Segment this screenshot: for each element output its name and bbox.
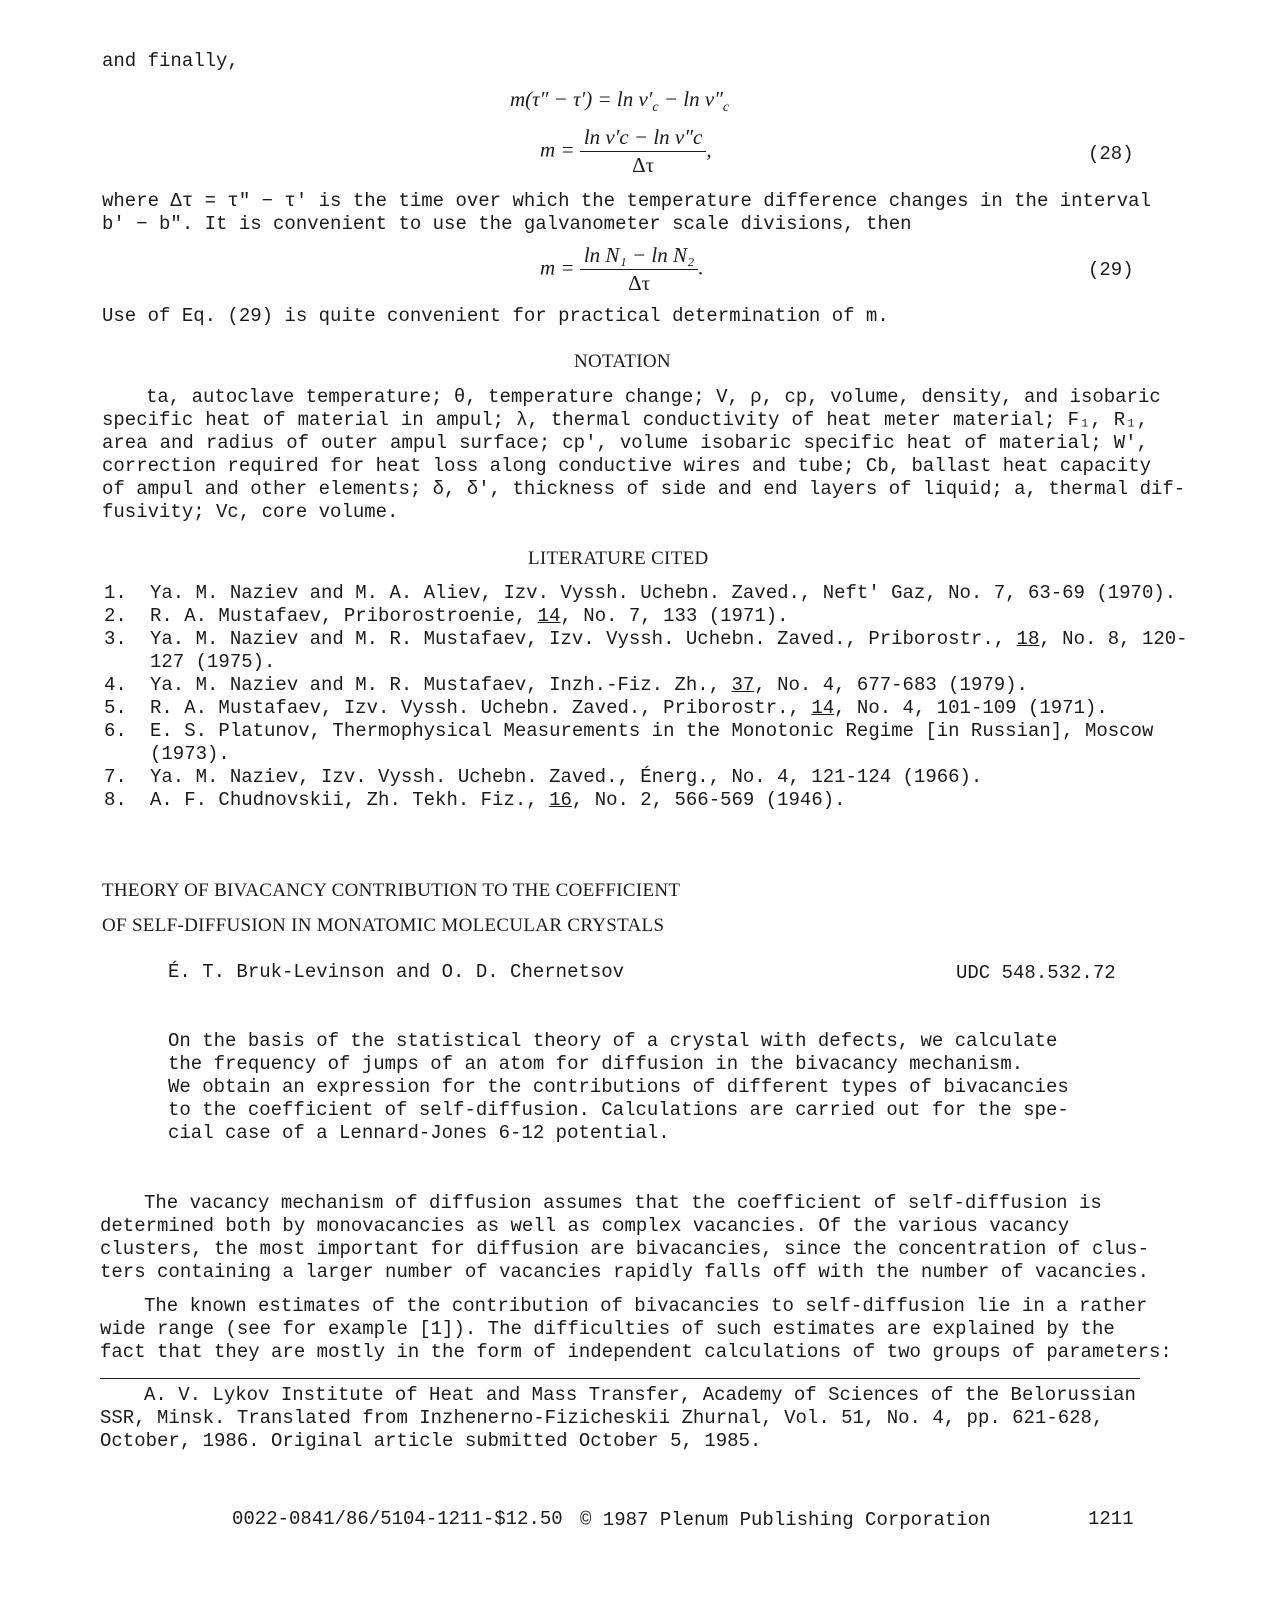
body-p2-line-1: The known estimates of the contribution of bivacancies to self-diffusion lie in a rather <box>144 1295 1148 1317</box>
reference-citation: Ya. M. Naziev and M. R. Mustafaev, Inzh.-Fiz. Zh., <box>150 674 732 696</box>
reference-citation-tail: , No. 2, 566-569 (1946). <box>571 789 846 811</box>
reference-line <box>150 582 1190 605</box>
equation-28-denominator: Δτ <box>632 153 655 177</box>
body-paragraph-1 <box>100 1192 1149 1284</box>
reference-citation: A. F. Chudnovskii, Zh. Tekh. Fiz., <box>150 789 550 811</box>
body-p1-line-4: ters containing a larger number of vacancies rapidly falls off with the number of vacancies. <box>100 1261 1149 1283</box>
equation-29-label: (29) <box>1088 259 1134 281</box>
reference-citation: Ya. M. Naziev, Izv. Vyssh. Uchebn. Zaved., Énerg., No. 4, 121-124 (1966). <box>150 766 983 788</box>
reference-citation-tail: , No. 4, 677-683 (1979). <box>754 674 1028 696</box>
reference-number: 4. <box>104 674 127 696</box>
reference-text <box>150 697 1190 720</box>
reference-number: 2. <box>104 605 127 627</box>
article-title-line-1: THEORY OF BIVACANCY CONTRIBUTION TO THE COEFFICIENT <box>102 880 681 901</box>
reference-text <box>150 628 1190 674</box>
where-line-2: b' − b". It is convenient to use the galvanometer scale divisions, then <box>102 213 912 235</box>
reference-text <box>150 789 1190 812</box>
abstract-line-4: to the coefficient of self-diffusion. Calculations are carried out for the spe- <box>168 1099 1069 1121</box>
reference-number: 7. <box>104 766 127 788</box>
equation-28-label: (28) <box>1088 143 1134 165</box>
reference-text <box>150 605 1190 628</box>
reference-citation-tail: , No. 8, 120- <box>1039 628 1188 650</box>
reference-continuation: (1973). <box>150 743 230 765</box>
equation-28-numerator: ln v′c − ln v″c <box>580 126 706 152</box>
use-eq-text: Use of Eq. (29) is quite convenient for practical determination of m. <box>102 305 889 327</box>
reference-number: 8. <box>104 789 127 811</box>
reference-text <box>150 674 1190 697</box>
footnote-rule <box>100 1378 1140 1379</box>
notation-line-4: correction required for heat loss along conductive wires and tube; Cb, ballast heat capacity <box>102 455 1151 477</box>
article-title-line-2: OF SELF-DIFFUSION IN MONATOMIC MOLECULAR CRYSTALS <box>102 915 665 936</box>
intro-text: and finally, <box>102 50 239 72</box>
abstract-line-1: On the basis of the statistical theory of a crystal with defects, we calculate <box>168 1030 1058 1052</box>
notation-line-2: specific heat of material in ampul; λ, thermal conductivity of heat meter material; F₁, R₁, <box>102 409 1148 431</box>
article-authors: É. T. Bruk-Levinson and O. D. Chernetsov <box>168 961 625 983</box>
reference-citation: Ya. M. Naziev and M. R. Mustafaev, Izv. Vyssh. Uchebn. Zaved., Priborostr., <box>150 628 1017 650</box>
reference-volume: 14 <box>811 697 835 719</box>
equation-27-rhs: − ln v″ <box>658 87 723 111</box>
footnote-line-2: SSR, Minsk. Translated from Inzhenerno-Fizicheskii Zhurnal, Vol. 51, No. 4, pp. 621-628, <box>100 1407 1104 1429</box>
udc-code: UDC 548.532.72 <box>956 962 1116 984</box>
footnote-line-1: A. V. Lykov Institute of Heat and Mass Transfer, Academy of Sciences of the Belorussian <box>144 1384 1136 1406</box>
equation-29-denominator: Δτ <box>628 271 651 295</box>
reference-line <box>150 674 1190 697</box>
notation-line-1: ta, autoclave temperature; θ, temperature change; V, ρ, cp, volume, density, and isobaric <box>146 386 1161 408</box>
notation-block <box>102 386 1186 524</box>
body-paragraph-2 <box>100 1295 1172 1364</box>
reference-line <box>150 789 1190 812</box>
reference-citation-tail: , No. 7, 133 (1971). <box>560 605 789 627</box>
reference-citation: R. A. Mustafaev, Izv. Vyssh. Uchebn. Zaved., Priborostr., <box>150 697 812 719</box>
equation-29-numerator: ln N₁ − ln N₂ <box>580 244 698 270</box>
equation-28-comma: , <box>706 137 712 162</box>
reference-number: 1. <box>104 582 127 604</box>
reference-number: 6. <box>104 720 127 742</box>
equation-29 <box>540 244 704 295</box>
reference-line <box>150 766 1190 789</box>
equation-27-lhs: m(τ″ − τ′) = ln v′ <box>510 87 653 111</box>
abstract <box>168 1030 1068 1145</box>
notation-heading: NOTATION <box>574 351 671 372</box>
equation-28-m: m = <box>540 137 575 162</box>
notation-line-6: fusivity; Vc, core volume. <box>102 501 399 523</box>
body-p1-line-3: clusters, the most important for diffusion are bivacancies, since the concentration of clus- <box>100 1238 1149 1260</box>
equation-28 <box>540 126 712 177</box>
equation-29-fraction <box>580 244 698 295</box>
reference-line <box>150 605 1190 628</box>
body-p1-line-1: The vacancy mechanism of diffusion assumes that the coefficient of self-diffusion is <box>144 1192 1102 1214</box>
equation-27-sub-2: c <box>722 100 730 116</box>
reference-text <box>150 720 1190 766</box>
reference-line <box>150 697 1190 720</box>
footnote <box>100 1384 1140 1453</box>
reference-volume: 16 <box>549 789 572 811</box>
where-line-1: where Δτ = τ" − τ' is the time over which the temperature difference changes in the interval <box>102 190 1151 212</box>
reference-text <box>150 766 1190 789</box>
reference-text <box>150 582 1190 605</box>
reference-citation: Ya. M. Naziev and M. A. Aliev, Izv. Vyssh. Uchebn. Zaved., Neft' Gaz, No. 7, 63-69 (1970). <box>150 582 1177 604</box>
equation-28-fraction <box>580 126 706 177</box>
literature-heading: LITERATURE CITED <box>528 548 709 569</box>
footer-copyright: © 1987 Plenum Publishing Corporation <box>580 1509 991 1531</box>
reference-number: 3. <box>104 628 127 650</box>
body-p2-line-2: wide range (see for example [1]). The difficulties of such estimates are explained by the <box>100 1318 1115 1340</box>
reference-citation: R. A. Mustafaev, Priborostroenie, <box>150 605 538 627</box>
equation-29-dot: . <box>698 255 704 280</box>
body-p1-line-2: determined both by monovacancies as well as complex vacancies. Of the various vacancy <box>100 1215 1070 1237</box>
reference-continuation: 127 (1975). <box>150 651 276 673</box>
abstract-line-5: cial case of a Lennard-Jones 6-12 potential. <box>168 1122 670 1144</box>
notation-line-3: area and radius of outer ampul surface; cp', volume isobaric specific heat of material; W', <box>102 432 1148 454</box>
reference-volume: 14 <box>537 605 561 627</box>
reference-volume: 37 <box>731 674 755 696</box>
equation-27-sub-1: c <box>652 100 659 116</box>
abstract-line-2: the frequency of jumps of an atom for diffusion in the bivacancy mechanism. <box>168 1053 1024 1075</box>
equation-29-m: m = <box>540 255 575 280</box>
reference-volume: 18 <box>1016 628 1040 650</box>
reference-line <box>150 628 1190 651</box>
reference-number: 5. <box>104 697 127 719</box>
reference-citation-tail: , No. 4, 101-109 (1971). <box>834 697 1108 719</box>
footer-code: 0022-0841/86/5104-1211-$12.50 <box>232 1508 563 1530</box>
footnote-line-3: October, 1986. Original article submitted October 5, 1985. <box>100 1430 762 1452</box>
abstract-line-3: We obtain an expression for the contributions of different types of bivacancies <box>168 1076 1069 1098</box>
reference-citation: E. S. Platunov, Thermophysical Measurements in the Monotonic Regime [in Russian], Moscow <box>150 720 1154 742</box>
body-p2-line-3: fact that they are mostly in the form of independent calculations of two groups of parameters: <box>100 1341 1172 1363</box>
notation-line-5: of ampul and other elements; δ, δ', thickness of side and end layers of liquid; a, thermal dif- <box>102 478 1186 500</box>
reference-line <box>150 720 1190 743</box>
page-number: 1211 <box>1088 1508 1134 1530</box>
equation-27 <box>510 87 730 116</box>
